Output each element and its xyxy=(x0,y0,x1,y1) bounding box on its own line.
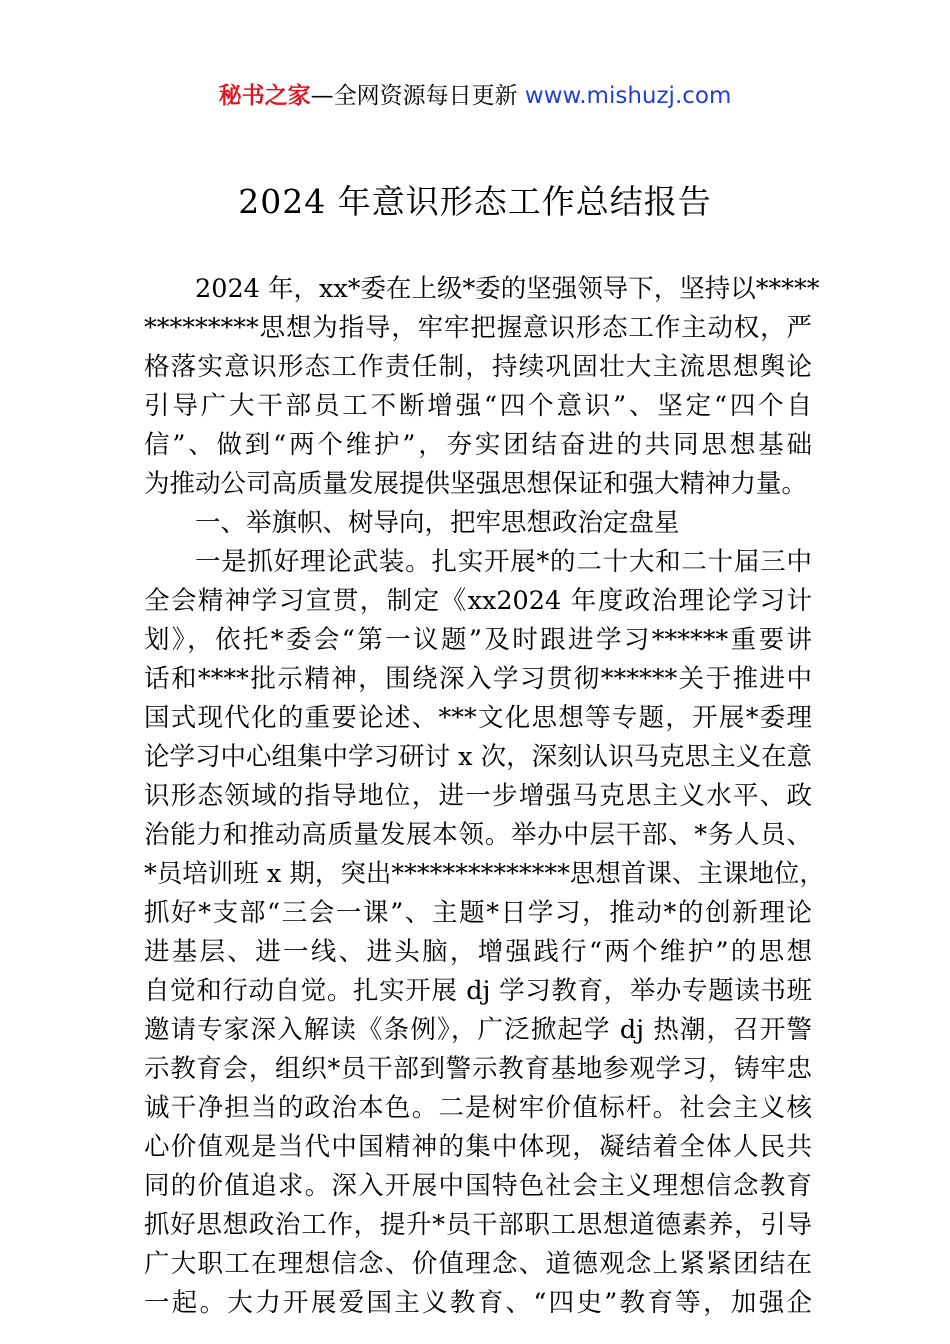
text-line: 划》，依托*委会“第一议题”及时跟进学习******重要讲 xyxy=(144,625,812,655)
text-line: 识形态领域的指导地位，进一步增强马克思主义水平、政 xyxy=(144,781,812,811)
text-line: 话和****批示精神，围绕深入学习贯彻******关于推进中 xyxy=(144,664,812,694)
text-line: 国式现代化的重要论述、***文化思想等专题，开展*委理 xyxy=(144,703,812,733)
document-body xyxy=(144,270,825,1323)
brand-name: 秘书之家 xyxy=(218,83,311,109)
text-line: 一起。大力开展爱国主义教育、“四史”教育等，加强企 xyxy=(144,1288,812,1318)
site-header xyxy=(0,78,950,114)
document-title: 2024 年意识形态工作总结报告 xyxy=(238,182,712,221)
text-line: 抓好思想政治工作，提升*员干部职工思想道德素养，引导 xyxy=(144,1210,812,1240)
text-line: 治能力和推动高质量发展本领。举办中层干部、*务人员、 xyxy=(144,820,812,850)
text-line: 格落实意识形态工作责任制，持续巩固壮大主流思想舆论 xyxy=(144,352,812,382)
section-heading: 一、举旗帜、树导向，把牢思想政治定盘星 xyxy=(195,508,680,538)
text-line: 自觉和行动自觉。扎实开展 dj 学习教育，举办专题读书班 xyxy=(144,976,812,1006)
text-line: 引导广大干部员工不断增强“四个意识”、坚定“四个自 xyxy=(144,391,812,421)
text-line: 为推动公司高质量发展提供坚强思想保证和强大精神力量。 xyxy=(144,469,808,499)
text-line: 诚干净担当的政治本色。二是树牢价值标杆。社会主义核 xyxy=(144,1093,812,1123)
text-line: 信”、做到“两个维护”，夯实团结奋进的共同思想基础 xyxy=(144,430,812,460)
text-line: 示教育会，组织*员干部到警示教育基地参观学习，铸牢忠 xyxy=(144,1054,812,1084)
text-line: *********思想为指导，牢牢把握意识形态工作主动权，严 xyxy=(144,313,812,343)
text-line: 论学习中心组集中学习研讨 x 次，深刻认识马克思主义在意 xyxy=(144,742,813,772)
text-line: 抓好*支部“三会一课”、主题*日学习，推动*的创新理论 xyxy=(144,898,812,928)
text-line: 全会精神学习宣贯，制定《xx2024 年度政治理论学习计 xyxy=(144,586,812,616)
site-url-link[interactable]: www.mishuzj.com xyxy=(524,83,732,109)
text-line: 一是抓好理论武装。扎实开展*的二十大和二十届三中 xyxy=(195,547,812,577)
text-line: 进基层、进一线、进头脑，增强践行“两个维护”的思想 xyxy=(144,937,812,967)
text-line: 广大职工在理想信念、价值理念、道德观念上紧紧团结在 xyxy=(144,1249,812,1279)
text-line: 邀请专家深入解读《条例》，广泛掀起学 dj 热潮，召开警 xyxy=(144,1015,812,1045)
text-line: 2024 年，xx*委在上级*委的坚强领导下，坚持以***** xyxy=(195,274,820,304)
header-slogan: —全网资源每日更新 xyxy=(310,83,525,109)
text-line: 心价值观是当代中国精神的集中体现，凝结着全体人民共 xyxy=(144,1132,812,1162)
text-line: 同的价值追求。深入开展中国特色社会主义理想信念教育 xyxy=(144,1171,812,1201)
text-line: *员培训班 x 期，突出**************思想首课、主课地位， xyxy=(144,859,825,889)
